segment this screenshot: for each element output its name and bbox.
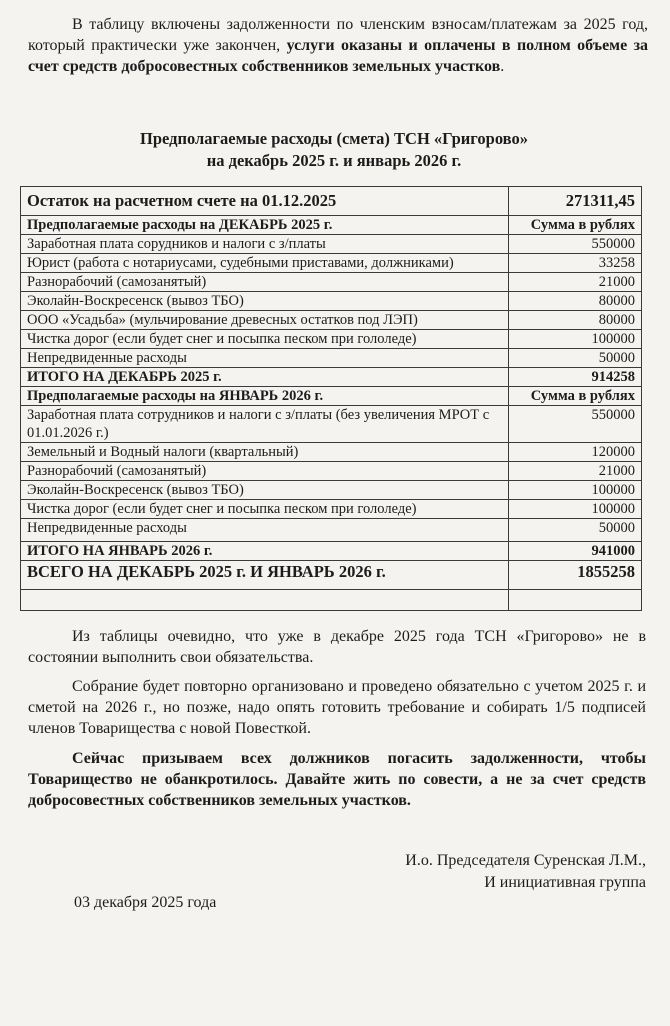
- title-line-2: на декабрь 2025 г. и январь 2026 г.: [206, 151, 462, 170]
- signature-line-2: И инициативная группа: [484, 874, 646, 891]
- row-amount: 50000: [509, 519, 642, 542]
- row-label: Эколайн-Воскресенск (вывоз ТБО): [21, 292, 509, 311]
- row-label: Разнорабочий (самозанятый): [21, 462, 509, 481]
- grand-total-row: [21, 561, 642, 590]
- december-header-row: [21, 216, 642, 235]
- january-total-amount: 941000: [509, 542, 642, 561]
- empty-cell: [509, 590, 642, 611]
- row-amount: 21000: [509, 273, 642, 292]
- row-label: ООО «Усадьба» (мульчирование древесных остатков под ЛЭП): [21, 311, 509, 330]
- table-row: [21, 254, 642, 273]
- december-total-row: [21, 368, 642, 387]
- intro-end: .: [500, 58, 505, 75]
- balance-label: Остаток на расчетном счете на 01.12.2025: [21, 187, 509, 216]
- paragraph-appeal: Сейчас призываем всех должников погасить задолженности, чтобы Товарищество не обанкротилось. Давайте жить по совести, а не за счет средств добросовестных собственников земельных участков.: [28, 750, 646, 809]
- intro-paragraph: [28, 14, 648, 77]
- row-label: Чистка дорог (если будет снег и посыпка песком при гололеде): [21, 330, 509, 349]
- row-amount: 21000: [509, 462, 642, 481]
- row-amount: 120000: [509, 443, 642, 462]
- december-header-amount: Сумма в рублях: [509, 216, 642, 235]
- january-total-label: ИТОГО НА ЯНВАРЬ 2026 г.: [21, 542, 509, 561]
- row-amount: 550000: [509, 406, 642, 443]
- row-label: Непредвиденные расходы: [21, 519, 509, 542]
- row-amount: 80000: [509, 292, 642, 311]
- january-header-amount: Сумма в рублях: [509, 387, 642, 406]
- row-label: Чистка дорог (если будет снег и посыпка песком при гололеде): [21, 500, 509, 519]
- balance-row: [21, 187, 642, 216]
- signature-line-1: И.о. Председателя Суренская Л.М.,: [405, 852, 646, 869]
- budget-table: [20, 186, 642, 611]
- row-label: Земельный и Водный налоги (квартальный): [21, 443, 509, 462]
- table-row: [21, 462, 642, 481]
- empty-cell: [21, 590, 509, 611]
- row-label: Эколайн-Воскресенск (вывоз ТБО): [21, 481, 509, 500]
- table-row: [21, 443, 642, 462]
- table-row: [21, 311, 642, 330]
- document-date: 03 декабря 2025 года: [74, 894, 217, 911]
- row-amount: 80000: [509, 311, 642, 330]
- row-label: Юрист (работа с нотариусами, судебными приставами, должниками): [21, 254, 509, 273]
- paragraph-meeting: Собрание будет повторно организовано и проведено обязательно с учетом 2025 г. и сметой на 2026 г., но позже, надо опять готовить требование и собирать 1/5 подписей членов Товарищества с новой Повесткой.: [28, 678, 646, 737]
- empty-row: [21, 590, 642, 611]
- row-amount: 100000: [509, 481, 642, 500]
- table-row: [21, 481, 642, 500]
- row-label: Заработная плата сорудников и налоги с з/платы: [21, 235, 509, 254]
- balance-amount: 271311,45: [509, 187, 642, 216]
- december-total-label: ИТОГО НА ДЕКАБРЬ 2025 г.: [21, 368, 509, 387]
- table-row: [21, 519, 642, 542]
- intro-bold-text: услуги оказаны и оплачены в полном объеме за счет средств добросовестных собственников земельных участков: [28, 37, 648, 75]
- title-line-1: Предполагаемые расходы (смета) ТСН «Григорово»: [140, 129, 528, 148]
- table-row: [21, 330, 642, 349]
- row-amount: 100000: [509, 500, 642, 519]
- december-total-amount: 914258: [509, 368, 642, 387]
- signature-block: [405, 850, 646, 894]
- table-row: [21, 292, 642, 311]
- intro-text: В таблицу включены задолженности по членским взносам/платежам за 2025 год, который практически уже закончен,: [28, 16, 648, 54]
- table-row: [21, 273, 642, 292]
- grand-total-amount: 1855258: [509, 561, 642, 590]
- row-amount: 100000: [509, 330, 642, 349]
- table-row: [21, 500, 642, 519]
- row-label: Разнорабочий (самозанятый): [21, 273, 509, 292]
- row-label: Заработная плата сотрудников и налоги с з/платы (без увеличения МРОТ с 01.01.2026 г.): [21, 406, 509, 443]
- row-amount: 33258: [509, 254, 642, 273]
- row-amount: 50000: [509, 349, 642, 368]
- january-header-row: [21, 387, 642, 406]
- table-row: [21, 349, 642, 368]
- row-label: Непредвиденные расходы: [21, 349, 509, 368]
- document-title: [20, 128, 648, 172]
- january-total-row: [21, 542, 642, 561]
- row-amount: 550000: [509, 235, 642, 254]
- grand-total-label: ВСЕГО НА ДЕКАБРЬ 2025 г. И ЯНВАРЬ 2026 г.: [21, 561, 509, 590]
- table-row: [21, 235, 642, 254]
- paragraph-conclusion: Из таблицы очевидно, что уже в декабре 2025 года ТСН «Григорово» не в состоянии выполнить свои обязательства.: [28, 628, 646, 666]
- january-header-label: Предполагаемые расходы на ЯНВАРЬ 2026 г.: [21, 387, 509, 406]
- table-row: [21, 406, 642, 443]
- december-header-label: Предполагаемые расходы на ДЕКАБРЬ 2025 г.: [21, 216, 509, 235]
